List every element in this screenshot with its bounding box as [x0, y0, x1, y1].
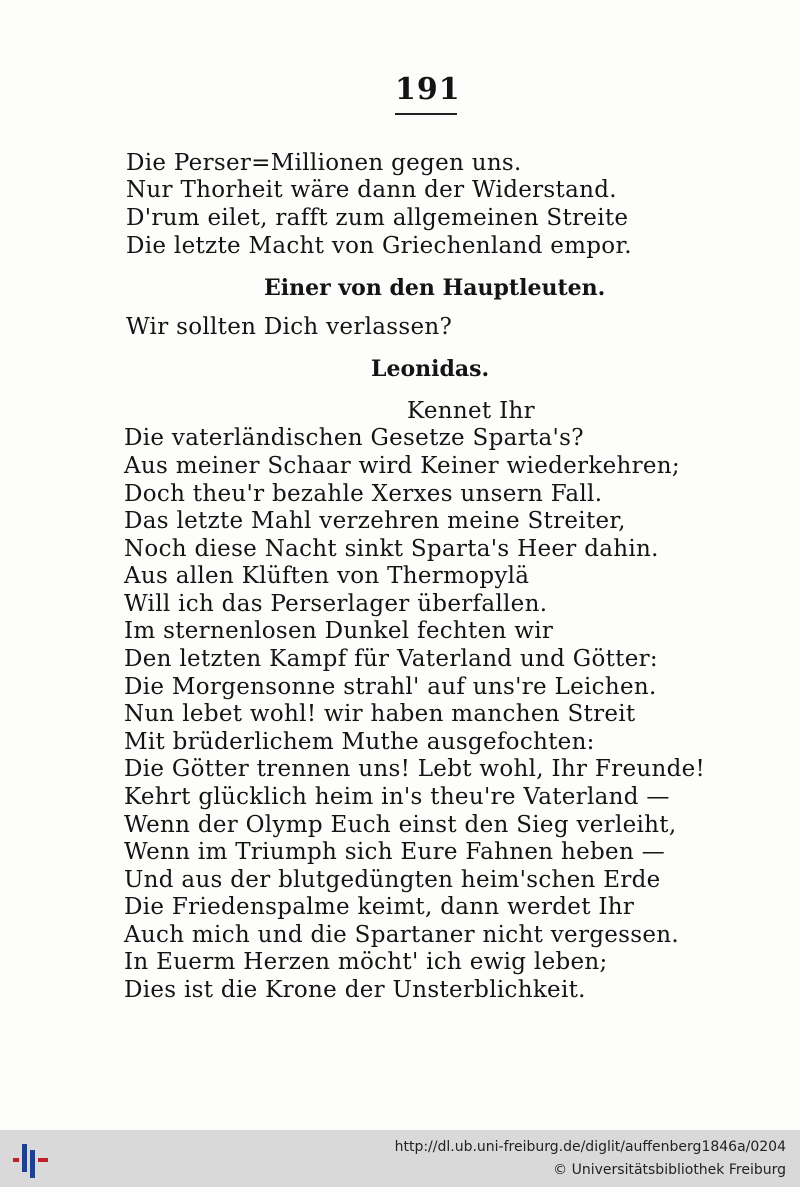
document-url-link[interactable]: http://dl.ub.uni-freiburg.de/diglit/auffenberg1846a/0204 [394, 1139, 786, 1155]
text-line: Die vaterländischen Gesetze Sparta's? [124, 425, 584, 451]
text-line: Mit brüderlichem Muthe ausgefochten: [124, 729, 595, 755]
text-line: Nur Thorheit wäre dann der Widerstand. [126, 177, 617, 203]
text-line: Nun lebet wohl! wir haben manchen Streit [124, 701, 636, 727]
text-line: Kehrt glücklich heim in's theu're Vaterland — [124, 784, 670, 810]
text-line: Doch theu'r bezahle Xerxes unsern Fall. [124, 481, 603, 507]
ub-freiburg-logo-icon [10, 1136, 54, 1180]
text-line: Und aus der blutgedüngten heim'schen Erde [124, 867, 661, 893]
text-line: Noch diese Nacht sinkt Sparta's Heer dahin. [124, 536, 659, 562]
copyright-notice: © Universitätsbibliothek Freiburg [553, 1162, 786, 1178]
text-line: Im sternenlosen Dunkel fechten wir [124, 618, 554, 644]
text-line: Will ich das Perserlager überfallen. [124, 591, 548, 617]
text-line: Die Perser=Millionen gegen uns. [126, 150, 522, 176]
text-line: Aus allen Klüften von Thermopylä [124, 563, 530, 589]
text-line: Die Friedenspalme keimt, dann werdet Ihr [124, 894, 635, 920]
text-line: Den letzten Kampf für Vaterland und Götter: [124, 646, 658, 672]
text-line: Kennet Ihr [407, 398, 535, 424]
text-line: Die Götter trennen uns! Lebt wohl, Ihr Freunde! [124, 756, 706, 782]
text-line: Das letzte Mahl verzehren meine Streiter, [124, 508, 626, 534]
speaker-heading: Einer von den Hauptleuten. [264, 275, 606, 301]
page-number-rule [395, 113, 457, 115]
text-line: In Euerm Herzen möcht' ich ewig leben; [124, 949, 608, 975]
text-line: Wenn der Olymp Euch einst den Sieg verleiht, [124, 812, 677, 838]
text-line: Wenn im Triumph sich Eure Fahnen heben — [124, 839, 665, 865]
text-line: Dies ist die Krone der Unsterblichkeit. [124, 977, 586, 1003]
text-line: Die Morgensonne strahl' auf uns're Leichen. [124, 674, 657, 700]
viewer-footer [0, 1130, 800, 1187]
page-number: 191 [395, 72, 461, 107]
text-line: Auch mich und die Spartaner nicht vergessen. [124, 922, 680, 948]
text-line: Aus meiner Schaar wird Keiner wiederkehren; [124, 453, 680, 479]
text-line: Die letzte Macht von Griechenland empor. [126, 233, 632, 259]
speaker-heading: Leonidas. [371, 356, 490, 382]
text-line: Wir sollten Dich verlassen? [126, 314, 453, 340]
text-line: D'rum eilet, rafft zum allgemeinen Streite [126, 205, 629, 231]
